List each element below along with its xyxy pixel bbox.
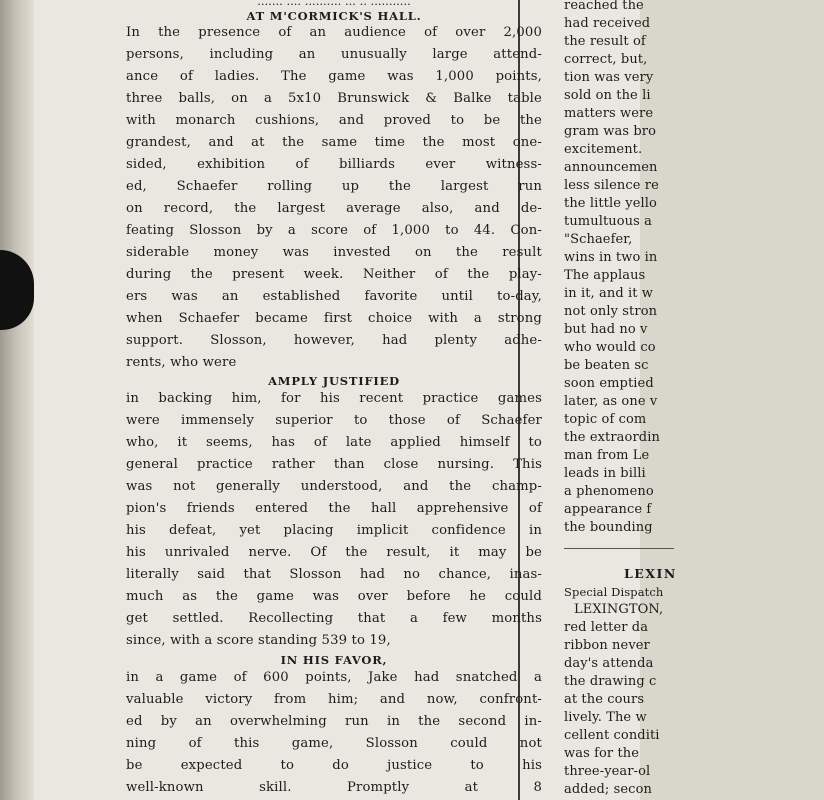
para-1-line: grandest, and at the same time the most one- bbox=[126, 135, 542, 150]
para-2-line: were immensely superior to those of Schaefer bbox=[126, 413, 542, 428]
right-line: cellent conditi bbox=[564, 728, 660, 743]
right-line: man from Le bbox=[564, 448, 650, 463]
para-1-line: rents, who were bbox=[126, 355, 237, 370]
right-line: excitement. bbox=[564, 142, 643, 157]
para-2-line: his defeat, yet placing implicit confidence in bbox=[126, 523, 542, 538]
right-line: a phenomeno bbox=[564, 484, 654, 499]
para-1-line: persons, including an unusually large attend- bbox=[126, 47, 542, 62]
right-line: leads in billi bbox=[564, 466, 646, 481]
right-line: reached the bbox=[564, 0, 644, 13]
right-line: LEXINGTON, bbox=[574, 602, 664, 617]
right-line: three-year-ol bbox=[564, 764, 651, 779]
heading-amply-justified: AMPLY JUSTIFIED bbox=[268, 374, 400, 388]
para-3-line: be expected to do justice to his bbox=[126, 758, 542, 773]
right-line: at the cours bbox=[564, 692, 645, 707]
para-3-line: ed by an overwhelming run in the second in- bbox=[126, 714, 542, 729]
para-2-line: who, it seems, has of late applied himself to bbox=[126, 435, 542, 450]
para-2-line: since, with a score standing 539 to 19, bbox=[126, 633, 391, 648]
para-2-line: get settled. Recollecting that a few months bbox=[126, 611, 542, 626]
para-1-line: siderable money was invested on the result bbox=[126, 245, 542, 260]
para-2-line: was not generally understood, and the champ- bbox=[126, 479, 542, 494]
right-line: the result of bbox=[564, 34, 646, 49]
heading-at-mccormicks-hall: AT M'CORMICK'S HALL. bbox=[246, 9, 422, 23]
right-line: later, as one v bbox=[564, 394, 658, 409]
right-line: topic of com bbox=[564, 412, 647, 427]
right-line: red letter da bbox=[564, 620, 649, 635]
right-line: the bounding bbox=[564, 520, 653, 535]
para-3-line: well-known skill. Promptly at 8 bbox=[126, 780, 542, 795]
para-2-line: much as the game was over before he could bbox=[126, 589, 542, 604]
para-1-line: with monarch cushions, and proved to be the bbox=[126, 113, 542, 128]
right-line: soon emptied bbox=[564, 376, 654, 391]
right-line: was for the bbox=[564, 746, 640, 761]
special-dispatch: Special Dispatch bbox=[564, 585, 664, 599]
para-3-line: ning of this game, Slosson could not bbox=[126, 736, 542, 751]
right-line: correct, but, bbox=[564, 52, 648, 67]
para-1-line: ers was an established favorite until to-day, bbox=[126, 289, 542, 304]
section-rule bbox=[564, 548, 674, 549]
right-line: the extraordin bbox=[564, 430, 660, 445]
right-line: ribbon never bbox=[564, 638, 650, 653]
para-1-line: ance of ladies. The game was 1,000 points, bbox=[126, 69, 542, 84]
right-line: be beaten sc bbox=[564, 358, 649, 373]
right-line: day's attenda bbox=[564, 656, 654, 671]
right-line: in it, and it w bbox=[564, 286, 654, 301]
newspaper-page bbox=[34, 0, 677, 800]
para-2-line: his unrivaled nerve. Of the result, it may be bbox=[126, 545, 542, 560]
para-1-line: support. Slosson, however, had plenty adhe- bbox=[126, 333, 542, 348]
right-line: announcemen bbox=[564, 160, 658, 175]
para-1-line: during the present week. Neither of the play- bbox=[126, 267, 542, 282]
para-1-line: when Schaefer became first choice with a strong bbox=[126, 311, 542, 326]
right-line: had received bbox=[564, 16, 651, 31]
right-line: added; secon bbox=[564, 782, 652, 797]
right-line: wins in two in bbox=[564, 250, 658, 265]
right-line: gram was bro bbox=[564, 124, 656, 139]
right-line: appearance f bbox=[564, 502, 652, 517]
para-2-line: general practice rather than close nursing. This bbox=[126, 457, 542, 472]
right-line: the little yello bbox=[564, 196, 657, 211]
right-line: who would co bbox=[564, 340, 656, 355]
para-1-line: on record, the largest average also, and de- bbox=[126, 201, 542, 216]
para-1-line: In the presence of an audience of over 2,000 bbox=[126, 25, 542, 40]
para-1-line: sided, exhibition of billiards ever witness- bbox=[126, 157, 542, 172]
para-2-line: in backing him, for his recent practice games bbox=[126, 391, 542, 406]
para-3-line: in a game of 600 points, Jake had snatched a bbox=[126, 670, 542, 685]
top-fragment: ....... .... .......... ... .. ........... bbox=[257, 0, 411, 8]
para-2-line: pion's friends entered the hall apprehensive of bbox=[126, 501, 542, 516]
right-column bbox=[564, 0, 677, 800]
right-line: The applaus bbox=[564, 268, 646, 283]
right-line: tumultuous a bbox=[564, 214, 653, 229]
right-line: "Schaefer, bbox=[564, 232, 633, 247]
right-line: matters were bbox=[564, 106, 654, 121]
para-1-line: three balls, on a 5x10 Brunswick & Balke table bbox=[126, 91, 542, 106]
binding-margin bbox=[0, 0, 34, 800]
right-line: lively. The w bbox=[564, 710, 647, 725]
section-heading: LEXIN bbox=[624, 566, 677, 581]
right-line: less silence re bbox=[564, 178, 659, 193]
para-1-line: feating Slosson by a score of 1,000 to 44. Con- bbox=[126, 223, 542, 238]
right-line: but had no v bbox=[564, 322, 648, 337]
right-line: sold on the li bbox=[564, 88, 651, 103]
para-1-line: ed, Schaefer rolling up the largest run bbox=[126, 179, 542, 194]
heading-in-his-favor: IN HIS FAVOR, bbox=[280, 653, 388, 667]
para-3-line: valuable victory from him; and now, confront- bbox=[126, 692, 542, 707]
right-line: not only stron bbox=[564, 304, 658, 319]
right-line: tion was very bbox=[564, 70, 654, 85]
para-2-line: literally said that Slosson had no chance, inas- bbox=[126, 567, 542, 582]
right-line: the drawing c bbox=[564, 674, 657, 689]
